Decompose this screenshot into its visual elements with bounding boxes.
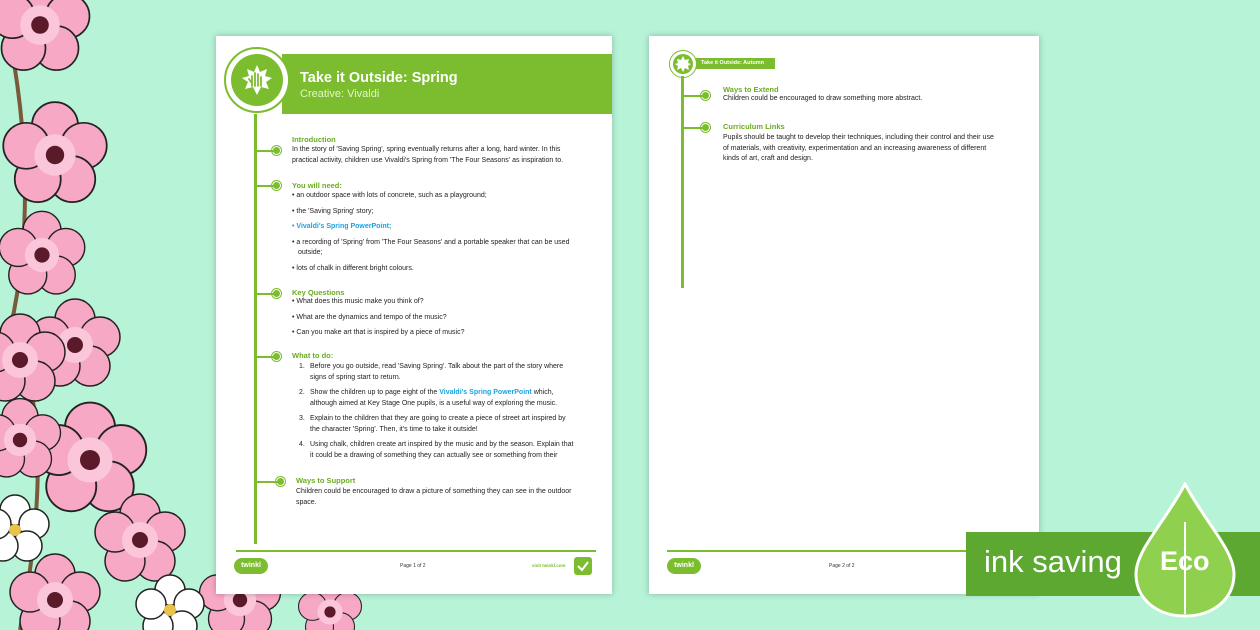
- timeline-connector: [256, 293, 274, 295]
- introduction-line: practical activity, children use Vivaldi's Spring from 'The Four Seasons' as inspiration to.: [292, 156, 564, 164]
- step-line: Explain to the children that they are going to create a piece of street art inspired by: [310, 415, 566, 422]
- page-title: Take it Outside: Autumn: [701, 60, 764, 66]
- leaf-icon: [673, 54, 693, 74]
- worksheet-page-1: [216, 36, 612, 594]
- section-heading-curriculum-links: Curriculum Links: [723, 122, 785, 131]
- step-line: signs of spring start to return.: [310, 373, 401, 381]
- step-line: it could be a drawing of something they can actually see or something from their: [310, 451, 558, 459]
- worksheet-page-2: [649, 36, 1039, 594]
- curriculum-line: of materials, with creativity, experimentation and an increasing awareness of different: [723, 144, 987, 152]
- list-item: • What does this music make you think of?: [292, 298, 424, 305]
- leaf-badge: [224, 47, 290, 113]
- list-item: • an outdoor space with lots of concrete, such as a playground;: [292, 192, 487, 199]
- section-heading-what-to-do: What to do:: [292, 351, 334, 360]
- step-line: the character 'Spring'. Then, it's time to take it outside!: [310, 425, 478, 433]
- powerpoint-link[interactable]: Vivaldi's Spring PowerPoint: [439, 389, 532, 396]
- twinkl-logo: twinkl: [667, 558, 701, 574]
- section-heading-you-will-need: You will need:: [292, 181, 342, 190]
- timeline-connector: [683, 95, 703, 97]
- timeline-connector: [256, 185, 274, 187]
- section-heading-introduction: Introduction: [292, 135, 336, 144]
- step-line: Using chalk, children create art inspired by the music and by the season. Explain that: [310, 441, 574, 448]
- eco-label: Eco: [1160, 546, 1210, 576]
- list-item: • lots of chalk in different bright colours.: [292, 265, 414, 272]
- support-line: Children could be encouraged to draw a picture of something they can see in the outdoor: [296, 488, 572, 495]
- step-line: although aimed at Key Stage One pupils, is a useful way of exploring the music.: [310, 399, 558, 407]
- list-item: • the 'Saving Spring' story;: [292, 208, 374, 215]
- powerpoint-link[interactable]: • Vivaldi's Spring PowerPoint;: [292, 223, 392, 230]
- ink-saving-text: ink saving: [984, 544, 1122, 579]
- leaf-badge: [669, 50, 697, 78]
- step-text: which,: [531, 389, 554, 396]
- quality-badge-icon: [572, 555, 594, 577]
- extend-line: Children could be encouraged to draw something more abstract.: [723, 95, 923, 102]
- timeline-line: [681, 76, 684, 288]
- step-line: Before you go outside, read 'Saving Spring'. Talk about the part of the story where: [310, 363, 564, 370]
- timeline-connector: [683, 127, 703, 129]
- hand-leaf-icon: [239, 62, 275, 98]
- list-item: • What are the dynamics and tempo of the music?: [292, 314, 447, 321]
- section-heading-ways-to-support: Ways to Support: [296, 476, 356, 485]
- timeline-connector: [256, 356, 274, 358]
- twinkl-logo: twinkl: [234, 558, 268, 574]
- introduction-line: In the story of 'Saving Spring', spring eventually returns after a long, hard winter. In this: [292, 146, 561, 153]
- list-item: outside;: [298, 249, 323, 256]
- support-line: space.: [296, 498, 317, 506]
- list-item: • a recording of 'Spring' from 'The Four Seasons' and a portable speaker that can be used: [292, 239, 570, 246]
- footer-line: [236, 550, 596, 552]
- list-item: • Can you make art that is inspired by a piece of music?: [292, 329, 465, 336]
- step-line: [310, 388, 554, 399]
- timeline-connector: [256, 150, 274, 152]
- step-number: 4.: [299, 441, 305, 448]
- page-number: Page 1 of 2: [400, 563, 426, 569]
- step-number: 3.: [299, 415, 305, 422]
- step-number: 1.: [299, 363, 305, 370]
- curriculum-line: kinds of art, craft and design.: [723, 155, 813, 162]
- step-text: Show the children up to page eight of the: [310, 389, 440, 396]
- section-heading-ways-to-extend: Ways to Extend: [723, 85, 779, 94]
- page-title: Take it Outside: Spring: [300, 70, 458, 86]
- timeline-line: [254, 114, 257, 544]
- section-heading-key-questions: Key Questions: [292, 288, 345, 297]
- step-number: 2.: [299, 389, 305, 396]
- page-number: Page 2 of 2: [829, 563, 855, 569]
- visit-link[interactable]: visit twinkl.com: [532, 563, 566, 568]
- page-subtitle: Creative: Vivaldi: [300, 88, 380, 100]
- timeline-connector: [256, 481, 278, 483]
- curriculum-line: Pupils should be taught to develop their techniques, including their control and their use: [723, 134, 994, 141]
